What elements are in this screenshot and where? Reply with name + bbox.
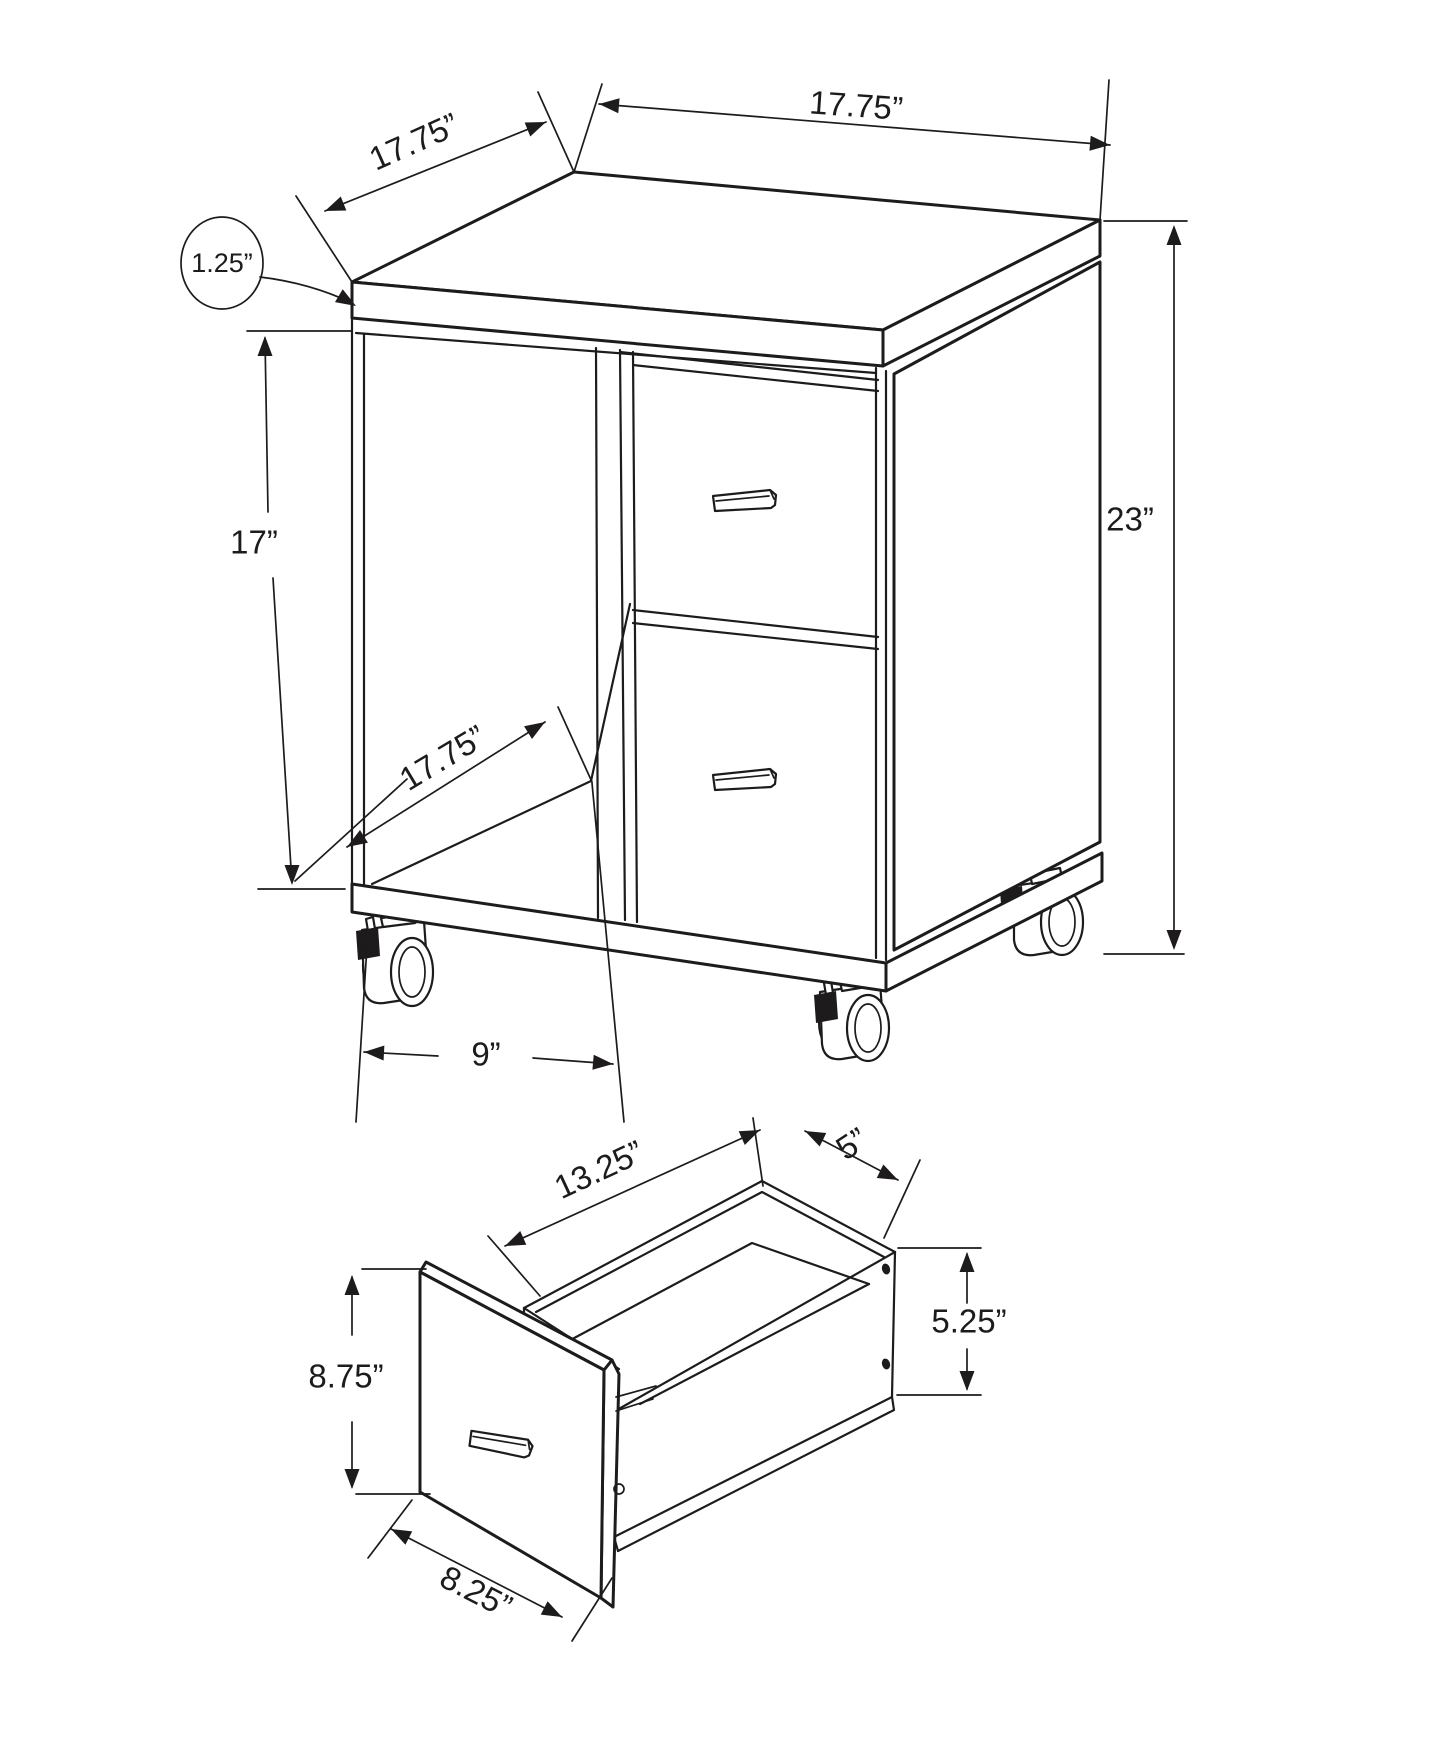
dim-box-height-label: 5.25” xyxy=(931,1302,1007,1340)
floor-front-edge xyxy=(640,1284,869,1404)
dim-front-width-label: 8.25” xyxy=(434,1557,519,1626)
dim-box-height xyxy=(897,1248,1007,1395)
cabinet-front xyxy=(352,318,886,960)
dim-top-thickness-label: 1.25” xyxy=(191,248,253,279)
bottom-panel-edge xyxy=(618,1397,894,1551)
drawer-isometric-view xyxy=(308,1118,1006,1641)
side-wall-bottom-edge xyxy=(614,1397,892,1537)
dim-inner-width-label: 5” xyxy=(829,1120,874,1168)
dim-overall-height-label: 23” xyxy=(1106,500,1154,538)
drawer-gap-upper xyxy=(633,610,878,637)
dim-base-depth-label: 9” xyxy=(471,1035,501,1073)
drawer-gap-lower xyxy=(633,623,878,649)
side-wall-top-edge xyxy=(617,1252,895,1410)
dim-top-width-label: 17.75” xyxy=(808,83,905,127)
dim-inner-width xyxy=(802,1120,920,1238)
dim-overall-height xyxy=(1104,221,1187,954)
top-drawer-handle xyxy=(713,490,776,511)
caster-front-left xyxy=(356,914,433,1006)
caster-brake-lever xyxy=(814,991,838,1023)
dim-top-depth-label: 17.75” xyxy=(363,105,465,178)
interior-wall-base xyxy=(548,1243,869,1352)
dim-inner-length xyxy=(488,1118,763,1296)
callout-top-thickness xyxy=(181,217,360,312)
shelf-floor-depth-edge xyxy=(372,781,591,884)
dim-interior-depth-label: 17.75” xyxy=(392,717,493,798)
cabinet-isometric-view xyxy=(181,80,1187,1122)
dim-opening-height xyxy=(230,331,352,889)
caster-wheel xyxy=(847,995,889,1061)
side-wall-right-edge xyxy=(892,1252,895,1397)
rim-inner-edge xyxy=(536,1192,884,1312)
drawer-front-left-edge xyxy=(633,352,637,922)
bottom-drawer-handle xyxy=(713,769,776,790)
dim-front-height-label: 8.75” xyxy=(308,1357,384,1395)
caster-wheel xyxy=(391,938,433,1006)
dim-inner-length-label: 13.25” xyxy=(548,1132,650,1207)
dim-interior-depth xyxy=(295,707,592,881)
screw xyxy=(881,1263,892,1276)
screw xyxy=(881,1358,892,1371)
dim-opening-height-label: 17” xyxy=(230,523,278,561)
dim-front-height xyxy=(308,1269,430,1494)
cabinet-right-panel xyxy=(894,262,1100,950)
drawer-top-reveal xyxy=(633,365,878,391)
